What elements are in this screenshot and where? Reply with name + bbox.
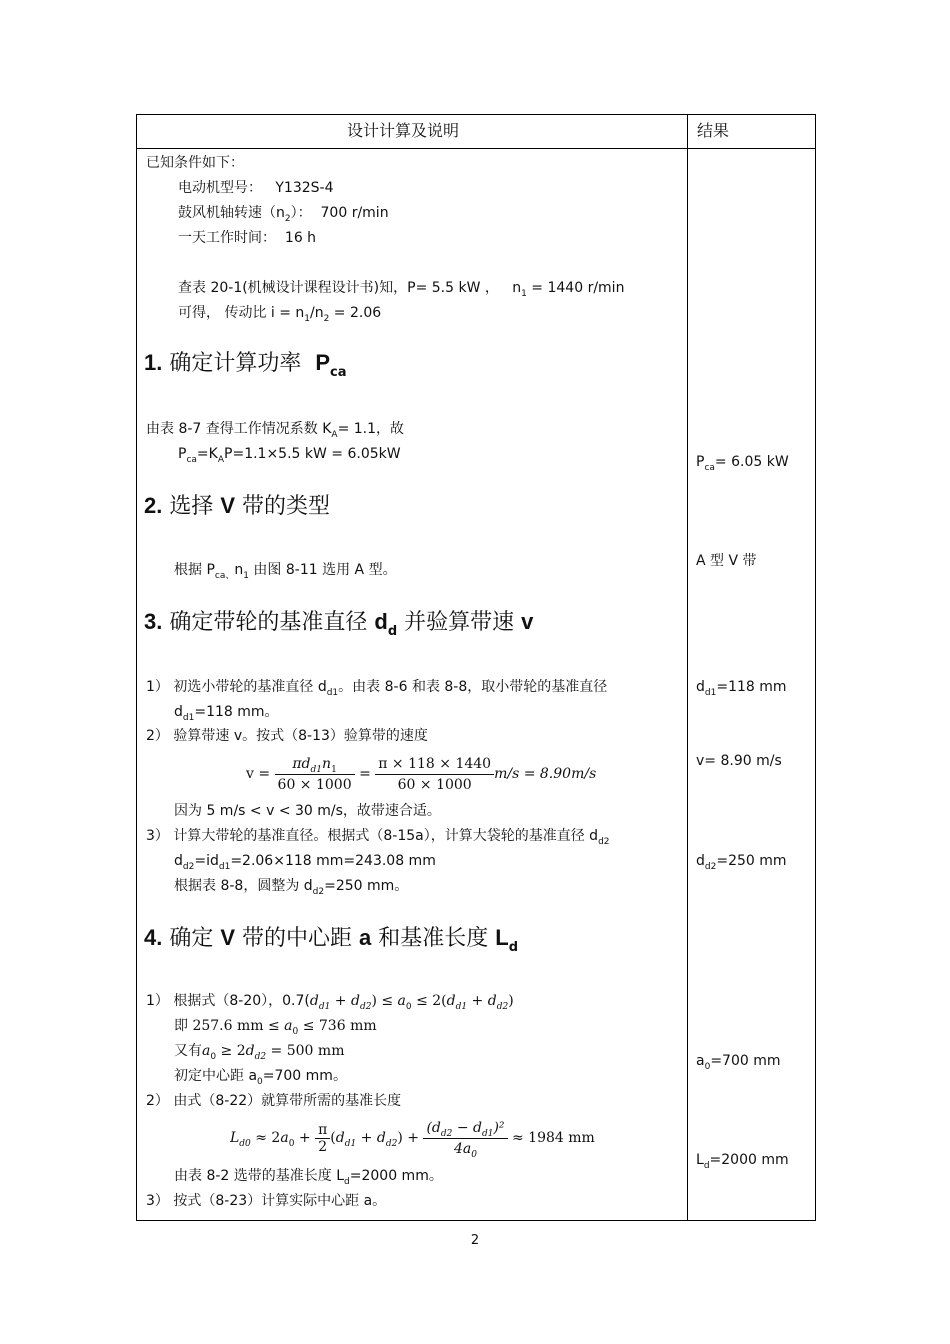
result-dd1: $d_{d1}=118$ mm xyxy=(696,679,787,698)
length-equation: $L_{d0} \approx 2a_0$ + $\frac{\pi}{2}$ $(d_{d1} + d_{d2})$ + $\frac{(d_{d2} - d_{d1})^2}{4a_0}$ ≈ 1984 mm xyxy=(230,1119,595,1160)
velocity-check: 因为 5 m/s < v < 30 m/s，故带速合适。 xyxy=(174,803,441,819)
column-divider xyxy=(687,115,688,1220)
section-3-step-1: 1） 初选小带轮的基准直径 $d_{d1}$。由表 8-6 和表 8-8，取小带轮的基准直径 xyxy=(146,679,608,698)
header-divider xyxy=(137,148,815,149)
section-1-heading: 1. 确定计算功率 $P_{ca}$ xyxy=(144,350,347,380)
section-4-length-choice: 由表 8-2 选带的基准长度 $L_d=2000$ mm。 xyxy=(174,1168,443,1187)
section-3-step-3: 3） 计算大带轮的基准直径。根据式（8-15a），计算大袋轮的基准直径 $d_{d2}$ xyxy=(146,828,610,847)
motor-model-line: 电动机型号： Y132S-4 xyxy=(178,180,334,196)
header-description: 设计计算及说明 xyxy=(347,121,460,140)
result-dd2: $d_{d2}=250$ mm xyxy=(696,853,787,872)
section-4-range: 即 257.6 mm ≤ $a_0 \le 736$ mm xyxy=(174,1018,377,1037)
header-result: 结果 xyxy=(697,121,730,140)
page-number: 2 xyxy=(470,1233,480,1248)
result-a0: $a_0=700$ mm xyxy=(696,1053,781,1072)
section-4-step-2: 2） 由式（8-22）就算带所需的基准长度 xyxy=(146,1093,402,1109)
section-3-step-3-calc: $d_{d2}=id_{d1}=2.06\times 118$ mm=243.08 mm xyxy=(174,853,436,872)
result-pca: $P_{ca}= 6.05$ kW xyxy=(696,454,789,473)
section-2-heading: 2. 选择 V 带的类型 xyxy=(144,493,331,519)
section-3-step-2: 2） 验算带速 v。按式（8-13）验算带的速度 xyxy=(146,728,428,744)
section-1-line-2: $P_{ca}=K_AP=1.1\times 5.5$ kW = 6.05kW xyxy=(178,446,401,465)
section-2-line: 根据 $P_{ca、}n_1$ 由图 8-11 选用 A 型。 xyxy=(174,562,397,581)
section-1-line-1: 由表 8-7 查得工作情况系数 $K_A= 1.1$，故 xyxy=(146,421,405,440)
section-3-step-3-round: 根据表 8-8，圆整为 $d_{d2}=250$ mm。 xyxy=(174,878,409,897)
result-ld: $L_d=2000$ mm xyxy=(696,1152,789,1171)
section-4-constraint: 又有$a_0 \ge 2d_{d2} = 500$ mm xyxy=(174,1043,345,1062)
section-3-step-1-cont: $d_{d1}=118$ mm。 xyxy=(174,704,279,723)
section-4-step-3: 3） 按式（8-23）计算实际中心距 a。 xyxy=(146,1193,387,1209)
section-3-heading: 3. 确定带轮的基准直径 $d_d$ 并验算带速 v xyxy=(144,609,534,639)
fan-speed-line: 鼓风机轴转速$(n_2)$： 700 r/min xyxy=(178,205,389,224)
lookup-line: 查表 20-1(机械设计课程设计书)知，P= 5.5 kW ， $n_1 = 1440$ r/min xyxy=(178,280,625,299)
known-conditions: 已知条件如下： xyxy=(146,155,244,171)
result-velocity: v= 8.90 m/s xyxy=(696,753,782,769)
section-4-step-1: 1） 根据式（8-20），$0.7(d_{d1} + d_{d2}) \le a_0 \le 2(d_{d1} + d_{d2})$ xyxy=(146,993,514,1012)
work-time-line: 一天工作时间： 16 h xyxy=(178,230,317,246)
section-4-initial-distance: 初定中心距 $a_0=700$ mm。 xyxy=(174,1068,347,1087)
ratio-line: 可得， 传动比 $i = n_1/n_2 = 2.06$ xyxy=(178,305,382,324)
section-4-heading: 4. 确定 V 带的中心距 a 和基准长度 $L_d$ xyxy=(144,925,519,955)
velocity-equation: v = $\frac{\pi d_{d1}n_1}{60 \times 1000}$ = $\frac{\pi \times 118 \times 1440}{60 \times 1000}$ m/s = 8.90m/s xyxy=(246,755,597,793)
result-belt-type: A 型 V 带 xyxy=(696,553,757,569)
